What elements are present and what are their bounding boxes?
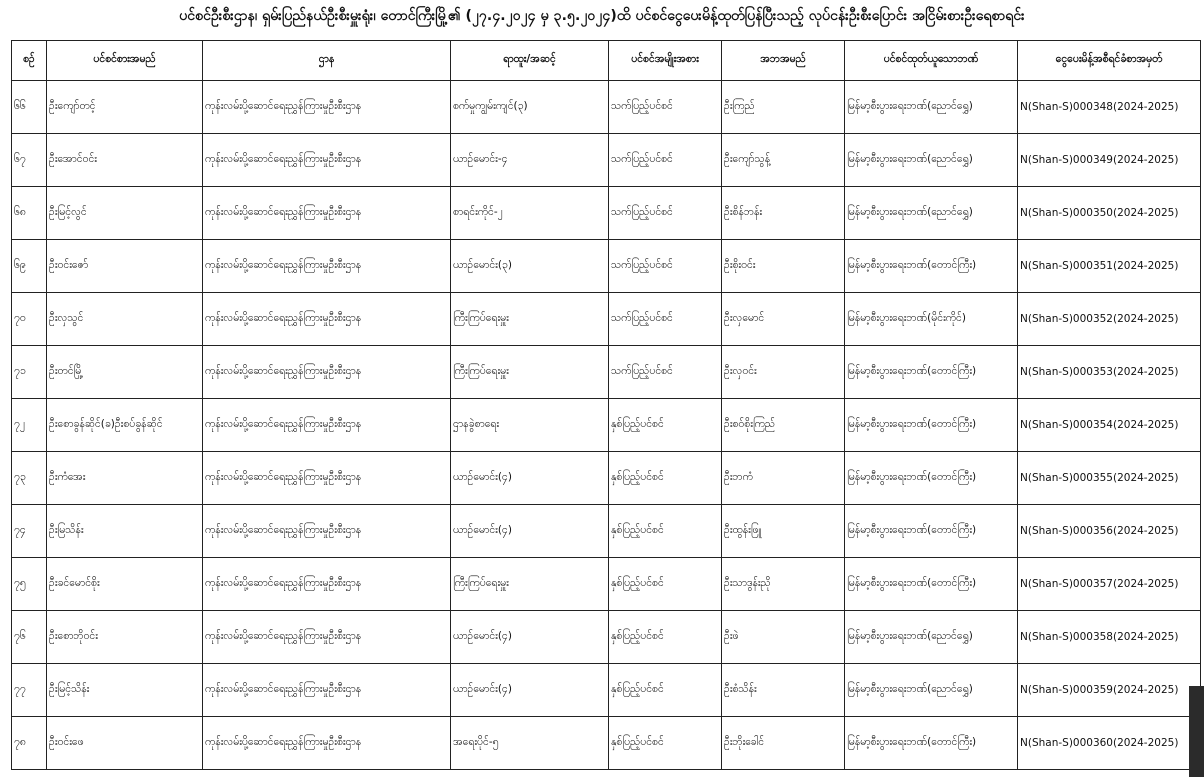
cell-order-number: N(Shan-S)000350(2024-2025) — [1018, 187, 1201, 240]
cell-rank: ယာဉ်မောင်း-၄ — [451, 134, 609, 187]
cell-bank: မြန်မာ့စီးပွားရေးဘဏ်(တောင်ကြီး) — [845, 558, 1018, 611]
cell-rank: ကြီးကြပ်ရေးမှူး — [451, 346, 609, 399]
cell-rank: စက်မှုကျွမ်းကျင်(၃) — [451, 81, 609, 134]
cell-father-name: ဦးကျော်သွန့် — [722, 134, 845, 187]
cell-row-number: ၇၂ — [12, 399, 47, 452]
table-row — [12, 399, 1201, 452]
cell-pension-type: သက်ပြည့်ပင်စင် — [609, 346, 722, 399]
cell-pensioner-name: ဦးမြသိန်း — [47, 505, 203, 558]
cell-order-number: N(Shan-S)000356(2024-2025) — [1018, 505, 1201, 558]
cell-order-number: N(Shan-S)000348(2024-2025) — [1018, 81, 1201, 134]
cell-father-name: ဦးကြည် — [722, 81, 845, 134]
table-row — [12, 81, 1201, 134]
cell-row-number: ၇၅ — [12, 558, 47, 611]
column-header-no: စဉ် — [12, 41, 47, 81]
cell-pensioner-name: ဦးစောခွန်ဆိုင်(ခ)ဦးစပ်ခွန်ဆိုင် — [47, 399, 203, 452]
table-row — [12, 134, 1201, 187]
cell-pension-type: နှစ်ပြည့်ပင်စင် — [609, 611, 722, 664]
column-header-name: ပင်စင်စားအမည် — [47, 41, 203, 81]
table-row — [12, 611, 1201, 664]
cell-bank: မြန်မာ့စီးပွားရေးဘဏ်(ညောင်ရွှေ) — [845, 664, 1018, 717]
cell-department: ကုန်းလမ်းပို့ဆောင်ရေးညွှန်ကြားမှုဦးစီးဌာန — [203, 452, 451, 505]
cell-pension-type: နှစ်ပြည့်ပင်စင် — [609, 399, 722, 452]
cell-father-name: ဦးစဝ်စိုးကြည် — [722, 399, 845, 452]
table-header-row — [12, 41, 1201, 81]
cell-bank: မြန်မာ့စီးပွားရေးဘဏ်(တောင်ကြီး) — [845, 346, 1018, 399]
cell-bank: မြန်မာ့စီးပွားရေးဘဏ်(ညောင်ရွှေ) — [845, 134, 1018, 187]
cell-row-number: ၇၈ — [12, 717, 47, 770]
cell-pension-type: နှစ်ပြည့်ပင်စင် — [609, 452, 722, 505]
cell-bank: မြန်မာ့စီးပွားရေးဘဏ်(ညောင်ရွှေ) — [845, 611, 1018, 664]
table-body — [12, 81, 1201, 770]
cell-order-number: N(Shan-S)000358(2024-2025) — [1018, 611, 1201, 664]
cell-department: ကုန်းလမ်းပို့ဆောင်ရေးညွှန်ကြားမှုဦးစီးဌာန — [203, 399, 451, 452]
cell-pensioner-name: ဦးစောဘိုဝင်း — [47, 611, 203, 664]
cell-pensioner-name: ဦးအောင်ဝင်း — [47, 134, 203, 187]
cell-department: ကုန်းလမ်းပို့ဆောင်ရေးညွှန်ကြားမှုဦးစီးဌာန — [203, 293, 451, 346]
cell-department: ကုန်းလမ်းပို့ဆောင်ရေးညွှန်ကြားမှုဦးစီးဌာန — [203, 505, 451, 558]
cell-pension-type: နှစ်ပြည့်ပင်စင် — [609, 558, 722, 611]
cell-pension-type: နှစ်ပြည့်ပင်စင် — [609, 505, 722, 558]
cell-bank: မြန်မာ့စီးပွားရေးဘဏ်(မိုင်းကိုင်) — [845, 293, 1018, 346]
cell-rank: ယာဉ်မောင်း(၄) — [451, 664, 609, 717]
cell-bank: မြန်မာ့စီးပွားရေးဘဏ်(တောင်ကြီး) — [845, 240, 1018, 293]
pensioner-table — [11, 40, 1201, 770]
cell-pensioner-name: ဦးခင်မောင်စိုး — [47, 558, 203, 611]
cell-bank: မြန်မာ့စီးပွားရေးဘဏ်(ညောင်ရွှေ) — [845, 187, 1018, 240]
cell-pension-type: သက်ပြည့်ပင်စင် — [609, 293, 722, 346]
cell-pensioner-name: ဦးကံအေး — [47, 452, 203, 505]
table-row — [12, 452, 1201, 505]
cell-father-name: ဦးလှဝင်း — [722, 346, 845, 399]
cell-pensioner-name: ဦးကျော်တင့် — [47, 81, 203, 134]
cell-department: ကုန်းလမ်းပို့ဆောင်ရေးညွှန်ကြားမှုဦးစီးဌာန — [203, 717, 451, 770]
column-header-department: ဌာန — [203, 41, 451, 81]
cell-pensioner-name: ဦးလှသွင် — [47, 293, 203, 346]
cell-father-name: ဦးလှမောင် — [722, 293, 845, 346]
cell-row-number: ၇၁ — [12, 346, 47, 399]
page-title: ပင်စင်ဦးစီးဌာန၊ ရှမ်းပြည်နယ်ဦးစီးမှူးရုံး၊ တောင်ကြီးမြို့၏ (၂၇.၄.၂၀၂၄ မှ ၃.၅.၂၀၂၄)ထိ ပင်စင်ငွေပေးမိန့်ထုတ်ပြန်ပြီးသည့် လုပ်ငန်းဦးစီးပြောင်း အငြိမ်းစားဦးရေစာရင်း — [179, 8, 1025, 24]
cell-row-number: ၇၇ — [12, 664, 47, 717]
cell-department: ကုန်းလမ်းပို့ဆောင်ရေးညွှန်ကြားမှုဦးစီးဌာန — [203, 558, 451, 611]
cell-order-number: N(Shan-S)000360(2024-2025) — [1018, 717, 1201, 770]
cell-row-number: ၇၀ — [12, 293, 47, 346]
table-row — [12, 293, 1201, 346]
cell-row-number: ၇၄ — [12, 505, 47, 558]
cell-row-number: ၆၆ — [12, 81, 47, 134]
cell-father-name: ဦးစိန်ဘန်း — [722, 187, 845, 240]
cell-order-number: N(Shan-S)000357(2024-2025) — [1018, 558, 1201, 611]
table-row — [12, 505, 1201, 558]
cell-father-name: ဦးသာဒွန်းညို — [722, 558, 845, 611]
table-row — [12, 717, 1201, 770]
cell-department: ကုန်းလမ်းပို့ဆောင်ရေးညွှန်ကြားမှုဦးစီးဌာန — [203, 240, 451, 293]
cell-rank: ယာဉ်မောင်း(၄) — [451, 611, 609, 664]
cell-pension-type: သက်ပြည့်ပင်စင် — [609, 134, 722, 187]
cell-order-number: N(Shan-S)000359(2024-2025) — [1018, 664, 1201, 717]
cell-row-number: ၆၉ — [12, 240, 47, 293]
cell-bank: မြန်မာ့စီးပွားရေးဘဏ်(တောင်ကြီး) — [845, 717, 1018, 770]
cell-rank: ဌာနခွဲစာရေး — [451, 399, 609, 452]
cell-row-number: ၆၈ — [12, 187, 47, 240]
cell-order-number: N(Shan-S)000354(2024-2025) — [1018, 399, 1201, 452]
cell-department: ကုန်းလမ်းပို့ဆောင်ရေးညွှန်ကြားမှုဦးစီးဌာန — [203, 187, 451, 240]
cell-department: ကုန်းလမ်းပို့ဆောင်ရေးညွှန်ကြားမှုဦးစီးဌာန — [203, 611, 451, 664]
cell-pensioner-name: ဦးတင်မြို့ — [47, 346, 203, 399]
cell-row-number: ၇၃ — [12, 452, 47, 505]
cell-pensioner-name: ဦးမြင့်လွင် — [47, 187, 203, 240]
cell-order-number: N(Shan-S)000349(2024-2025) — [1018, 134, 1201, 187]
cell-bank: မြန်မာ့စီးပွားရေးဘဏ်(ညောင်ရွှေ) — [845, 81, 1018, 134]
cell-rank: ကြီးကြပ်ရေးမှူး — [451, 558, 609, 611]
cell-pensioner-name: ဦးမြင့်သိန်း — [47, 664, 203, 717]
cell-pensioner-name: ဦးဝင်းဖေ — [47, 717, 203, 770]
cell-father-name: ဦးစံသိန်း — [722, 664, 845, 717]
cell-father-name: ဦးထွန်းဖြူ — [722, 505, 845, 558]
cell-pensioner-name: ဦးဝင်းဇော် — [47, 240, 203, 293]
cell-rank: ယာဉ်မောင်း(၃) — [451, 240, 609, 293]
cell-father-name: ဦးဘကံ — [722, 452, 845, 505]
cell-order-number: N(Shan-S)000351(2024-2025) — [1018, 240, 1201, 293]
cell-rank: စာရင်းကိုင်-၂ — [451, 187, 609, 240]
table-row — [12, 558, 1201, 611]
cell-pension-type: သက်ပြည့်ပင်စင် — [609, 240, 722, 293]
table-row — [12, 240, 1201, 293]
cell-pension-type: သက်ပြည့်ပင်စင် — [609, 187, 722, 240]
cell-department: ကုန်းလမ်းပို့ဆောင်ရေးညွှန်ကြားမှုဦးစီးဌာန — [203, 346, 451, 399]
cell-rank: အရေးပိုင်-၅ — [451, 717, 609, 770]
cell-pension-type: နှစ်ပြည့်ပင်စင် — [609, 717, 722, 770]
column-header-pension-type: ပင်စင်အမျိုးအစား — [609, 41, 722, 81]
cell-rank: ယာဉ်မောင်း(၄) — [451, 505, 609, 558]
cell-department: ကုန်းလမ်းပို့ဆောင်ရေးညွှန်ကြားမှုဦးစီးဌာန — [203, 81, 451, 134]
column-header-order-number: ငွေပေးမိန့်အစီရင်ခံစာအမှတ် — [1018, 41, 1201, 81]
cell-row-number: ၆၇ — [12, 134, 47, 187]
cell-order-number: N(Shan-S)000353(2024-2025) — [1018, 346, 1201, 399]
cell-order-number: N(Shan-S)000355(2024-2025) — [1018, 452, 1201, 505]
table-row — [12, 187, 1201, 240]
cell-rank: ယာဉ်မောင်း(၄) — [451, 452, 609, 505]
cell-father-name: ဦးဖဲ — [722, 611, 845, 664]
cell-father-name: ဦးစိုးဝင်း — [722, 240, 845, 293]
column-header-father-name: အဘအမည် — [722, 41, 845, 81]
cell-bank: မြန်မာ့စီးပွားရေးဘဏ်(တောင်ကြီး) — [845, 505, 1018, 558]
cell-father-name: ဦးဘိုးခေါင် — [722, 717, 845, 770]
cell-bank: မြန်မာ့စီးပွားရေးဘဏ်(တောင်ကြီး) — [845, 452, 1018, 505]
cell-bank: မြန်မာ့စီးပွားရေးဘဏ်(တောင်ကြီး) — [845, 399, 1018, 452]
scrollbar-thumb[interactable] — [1189, 686, 1204, 777]
cell-order-number: N(Shan-S)000352(2024-2025) — [1018, 293, 1201, 346]
cell-pension-type: နှစ်ပြည့်ပင်စင် — [609, 664, 722, 717]
cell-department: ကုန်းလမ်းပို့ဆောင်ရေးညွှန်ကြားမှုဦးစီးဌာန — [203, 134, 451, 187]
table-row — [12, 664, 1201, 717]
column-header-rank: ရာထူး/အဆင့် — [451, 41, 609, 81]
cell-pension-type: သက်ပြည့်ပင်စင် — [609, 81, 722, 134]
column-header-bank: ပင်စင်ထုတ်ယူသောဘဏ် — [845, 41, 1018, 81]
cell-department: ကုန်းလမ်းပို့ဆောင်ရေးညွှန်ကြားမှုဦးစီးဌာန — [203, 664, 451, 717]
cell-rank: ကြီးကြပ်ရေးမှူး — [451, 293, 609, 346]
table-row — [12, 346, 1201, 399]
cell-row-number: ၇၆ — [12, 611, 47, 664]
